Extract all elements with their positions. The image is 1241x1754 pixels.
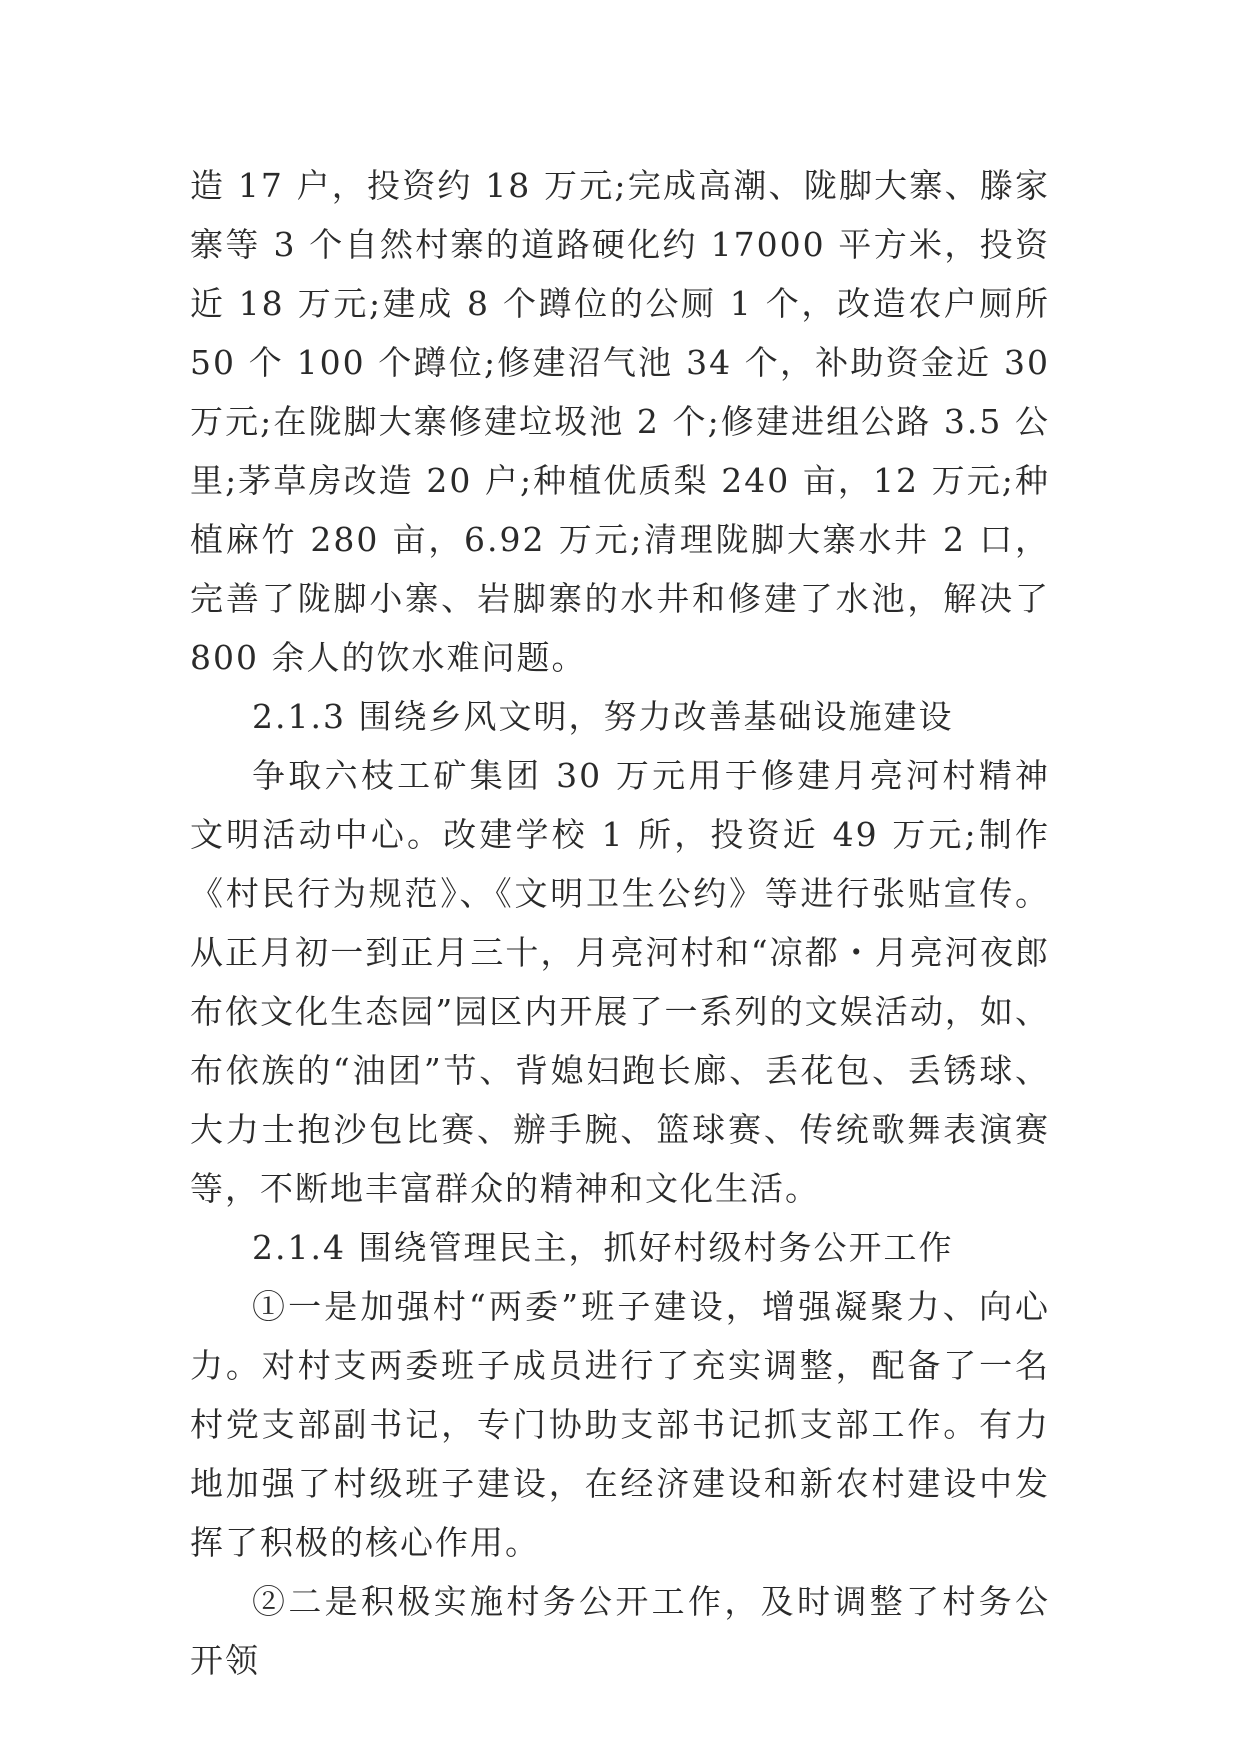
section-heading-2-1-3: 2.1.3 围绕乡风文明，努力改善基础设施建设 bbox=[252, 697, 954, 736]
paragraph-item-1: ①一是加强村“两委”班子建设，增强凝聚力、向心力。对村支两委班子成员进行了充实调整，配备了一名村党支部副书记，专门协助支部书记抓支部工作。有力地加强了村级班子建设，在经济建设和新农村建设中发挥了积极的核心作用。 bbox=[190, 1287, 1050, 1562]
paragraph-culture-activities: 争取六枝工矿集团 30 万元用于修建月亮河村精神文明活动中心。改建学校 1 所，投资近 49 万元;制作《村民行为规范》、《文明卫生公约》等进行张贴宣传。从正月初一到正月三十，月亮河村和“凉都・月亮河夜郎布依文化生态园”园区内开展了一系列的文娱活动，如、布依族的“油团”节、背媳妇跑长廊、丢花包、丢锈球、大力士抱沙包比赛、辦手腕、篮球赛、传统歌舞表演赛等，不断地丰富群众的精神和文化生活。 bbox=[190, 756, 1050, 1208]
document-body bbox=[190, 156, 1050, 1690]
paragraph-item-2: ②二是积极实施村务公开工作，及时调整了村务公开领 bbox=[190, 1582, 1050, 1680]
section-heading-2-1-4: 2.1.4 围绕管理民主，抓好村级村务公开工作 bbox=[252, 1228, 954, 1267]
paragraph-continuation: 造 17 户，投资约 18 万元;完成高潮、陇脚大寨、滕家寨等 3 个自然村寨的道路硬化约 17000 平方米，投资近 18 万元;建成 8 个蹲位的公厕 1 个，改造农户厕所 50 个 100 个蹲位;修建沼气池 34 个，补助资金近 30 万元;在陇脚大寨修建垃圾池 2 个;修建进组公路 3.5 公里;茅草房改造 20 户;种植优质梨 240 亩，12 万元;种植麻竹 280 亩，6.92 万元;清理陇脚大寨水井 2 口，完善了陇脚小寨、岩脚寨的水井和修建了水池，解决了 800 余人的饮水难问题。 bbox=[190, 166, 1050, 677]
